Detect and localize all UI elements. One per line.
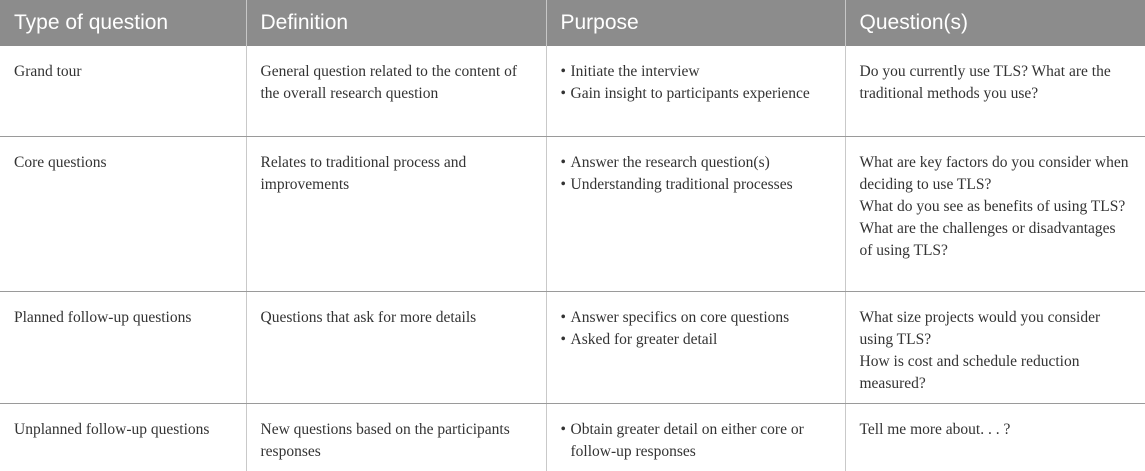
- purpose-item: • Understanding traditional processes: [561, 174, 831, 196]
- definition-cell: Relates to traditional process and improvements: [246, 136, 546, 291]
- type-cell: Planned follow-up questions: [0, 291, 246, 403]
- purpose-list: [561, 152, 831, 196]
- purpose-item: • Answer the research question(s): [561, 152, 831, 174]
- purpose-cell: [546, 291, 845, 403]
- purpose-cell: [546, 46, 845, 136]
- purpose-item: • Asked for greater detail: [561, 329, 831, 351]
- table-row: [0, 46, 1145, 136]
- question-text: What do you see as benefits of using TLS?: [859, 197, 1126, 215]
- definition-cell: Questions that ask for more details: [246, 291, 546, 403]
- header-purpose: Purpose: [546, 0, 845, 46]
- table-row: [0, 403, 1145, 471]
- question-text: What size projects would you consider using TLS?: [859, 308, 1101, 348]
- table-row: [0, 291, 1145, 403]
- question-text: Tell me more about. . . ?: [859, 420, 1011, 438]
- questions-cell: [845, 46, 1145, 136]
- header-questions: Question(s): [845, 0, 1145, 46]
- purpose-list: [561, 307, 831, 351]
- purpose-item: • Initiate the interview: [561, 61, 831, 83]
- definition-cell: General question related to the content of the overall research question: [246, 46, 546, 136]
- purpose-list: [561, 61, 831, 105]
- type-cell: Grand tour: [0, 46, 246, 136]
- question-text: How is cost and schedule reduction measured?: [859, 352, 1080, 392]
- purpose-item: • Gain insight to participants experience: [561, 83, 831, 105]
- question-text: What are the challenges or disadvantages of using TLS?: [859, 219, 1116, 259]
- type-cell: Unplanned follow-up questions: [0, 403, 246, 471]
- purpose-list: [561, 419, 831, 463]
- question-text: What are key factors do you consider when deciding to use TLS?: [859, 153, 1129, 193]
- header-row: [0, 0, 1145, 46]
- type-cell: Core questions: [0, 136, 246, 291]
- header-type: Type of question: [0, 0, 246, 46]
- header-definition: Definition: [246, 0, 546, 46]
- purpose-cell: [546, 403, 845, 471]
- table-row: [0, 136, 1145, 291]
- purpose-item: • Answer specifics on core questions: [561, 307, 831, 329]
- purpose-item: • Obtain greater detail on either core or follow-up responses: [561, 419, 831, 463]
- questions-cell: [845, 403, 1145, 471]
- questions-cell: [845, 291, 1145, 403]
- questions-cell: [845, 136, 1145, 291]
- question-text: Do you currently use TLS? What are the traditional methods you use?: [859, 63, 1111, 102]
- definition-cell: New questions based on the participants responses: [246, 403, 546, 471]
- purpose-cell: [546, 136, 845, 291]
